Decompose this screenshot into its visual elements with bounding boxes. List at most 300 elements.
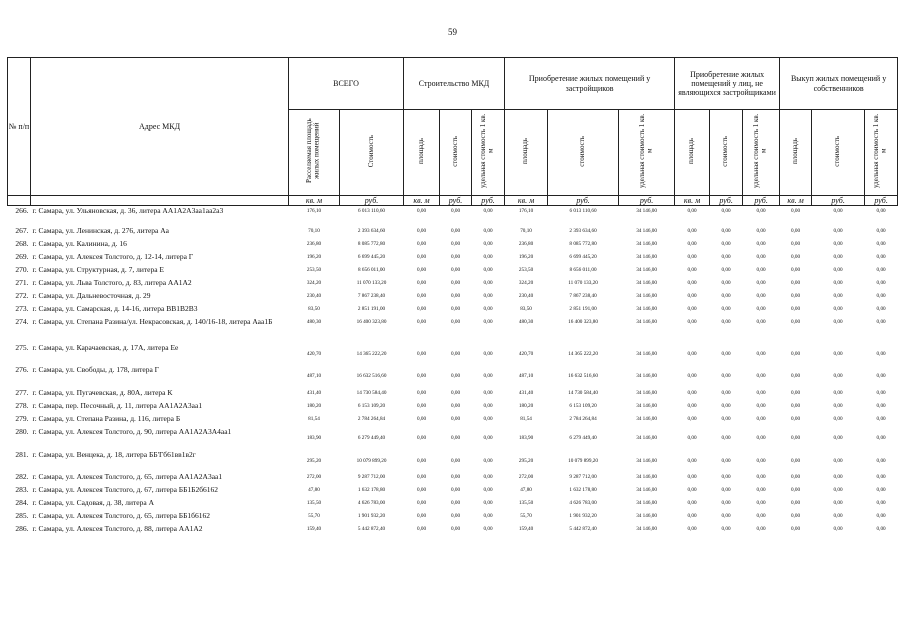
unit-cell-empty [8, 196, 31, 206]
buyout-unit-cost: 0,00 [876, 227, 886, 234]
developer-unit-cost: 34 146,00 [636, 525, 657, 532]
row-number: 280. [15, 426, 29, 436]
developer-area: 180,20 [518, 402, 534, 409]
row-address: г. Самара, ул. Алексея Толстого, д. 90, литера АА1А2А3А4аа1 [32, 426, 232, 436]
buyout-area: 0,00 [791, 525, 801, 532]
sub-header-unit-cost-text: удельная стоимость 1 кв. м [479, 114, 496, 189]
developer-area: 431,40 [518, 389, 534, 396]
construction-area: 0,00 [416, 240, 427, 247]
developer-area: 176,10 [518, 208, 534, 215]
non-developer-unit-cost: 0,00 [756, 402, 766, 409]
developer-cost: 9 287 712,00 [569, 473, 597, 480]
total-cost: 2 784 264,84 [357, 415, 386, 422]
total-cost: 4 626 783,00 [357, 499, 386, 506]
construction-unit-cost: 0,00 [483, 279, 493, 286]
total-cost: 6 279 449,40 [357, 435, 386, 442]
total-area: 295,20 [306, 457, 322, 464]
row-address: г. Самара, ул. Свободы, д. 178, литера Г [32, 364, 159, 374]
num-col-header: № п/п [8, 58, 31, 196]
construction-unit-cost: 0,00 [483, 350, 493, 357]
total-area: 420,70 [306, 350, 322, 357]
non-developer-unit-cost: 0,00 [756, 373, 766, 380]
non-developer-area: 0,00 [687, 208, 697, 215]
row-number: 279. [15, 413, 29, 423]
developer-cost: 2 851 191,00 [569, 305, 597, 312]
table-row [8, 414, 898, 427]
total-area: 431,40 [306, 389, 322, 396]
construction-cost: 0,00 [450, 253, 461, 260]
non-developer-area: 0,00 [687, 512, 697, 519]
buyout-unit-cost: 0,00 [876, 473, 886, 480]
mkd-table [7, 57, 898, 537]
non-developer-unit-cost: 0,00 [756, 512, 766, 519]
developer-area: 55,70 [520, 512, 532, 519]
table-row [8, 226, 898, 239]
row-number: 267. [15, 225, 29, 235]
construction-unit-cost: 0,00 [483, 525, 493, 532]
developer-unit-cost: 34 146,00 [636, 415, 657, 422]
total-cost: 1 632 178,80 [357, 486, 386, 493]
construction-cost: 0,00 [450, 266, 461, 273]
table-row [8, 291, 898, 304]
total-cost: 11 070 133,20 [356, 279, 387, 286]
total-cost: 1 901 932,20 [357, 512, 386, 519]
non-developer-area: 0,00 [687, 486, 697, 493]
construction-area: 0,00 [416, 525, 427, 532]
sub-header-cost-text: стоимость [450, 136, 459, 167]
developer-area: 236,80 [518, 240, 534, 247]
developer-unit-cost: 34 146,00 [636, 389, 657, 396]
sub-header-unit-cost-text: удельная стоимость 1 кв. м [752, 114, 769, 189]
unit-cell: руб. [340, 196, 404, 206]
non-developer-area: 0,00 [687, 435, 697, 442]
buyout-area: 0,00 [791, 279, 801, 286]
total-cost: 8 656 011,00 [357, 266, 386, 273]
construction-unit-cost: 0,00 [483, 318, 493, 325]
non-developer-cost: 0,00 [721, 389, 731, 396]
construction-cost: 0,00 [450, 499, 461, 506]
non-developer-cost: 0,00 [721, 512, 731, 519]
non-developer-cost: 0,00 [721, 415, 731, 422]
total-area: 55,70 [308, 512, 320, 519]
table-row [8, 427, 898, 450]
table-row [8, 485, 898, 498]
total-area: 180,20 [306, 402, 322, 409]
buyout-cost: 0,00 [833, 435, 843, 442]
buyout-unit-cost: 0,00 [876, 415, 886, 422]
sub-header-area-text: площадь [416, 138, 425, 165]
non-developer-cost: 0,00 [721, 279, 731, 286]
construction-unit-cost: 0,00 [483, 227, 493, 234]
row-number: 283. [15, 484, 29, 494]
row-number: 285. [15, 510, 29, 520]
buyout-cost: 0,00 [833, 208, 843, 215]
construction-area: 0,00 [416, 415, 427, 422]
sub-header-unit-cost [472, 110, 505, 196]
row-address: г. Самара, ул. Структурная, д. 7, литера Е [32, 264, 164, 274]
construction-unit-cost: 0,00 [483, 266, 493, 273]
developer-cost: 16 400 323,80 [568, 318, 598, 325]
total-area: 47,80 [308, 486, 320, 493]
construction-unit-cost: 0,00 [483, 305, 493, 312]
construction-area: 0,00 [416, 318, 427, 325]
construction-unit-cost: 0,00 [483, 457, 493, 464]
construction-area: 0,00 [416, 350, 427, 357]
total-area: 176,10 [306, 208, 322, 215]
developer-cost: 8 656 011,00 [569, 266, 597, 273]
developer-area: 183,90 [518, 435, 534, 442]
row-address: г. Самара, ул. Самарская, д. 14-16, литера ВВ1В2В3 [32, 303, 198, 313]
construction-cost: 0,00 [450, 389, 461, 396]
table-row [8, 524, 898, 537]
construction-unit-cost: 0,00 [483, 402, 493, 409]
row-address: г. Самара, пер. Песочный, д. 11, литера АА1А2А3аа1 [32, 400, 203, 410]
row-address: г. Самара, ул. Льва Толстого, д. 83, литера АА1А2 [32, 277, 192, 287]
total-area: 253,50 [306, 266, 322, 273]
non-developer-cost: 0,00 [721, 305, 731, 312]
unit-cell: руб. [865, 196, 898, 206]
total-area: 230,40 [306, 292, 322, 299]
buyout-area: 0,00 [791, 512, 801, 519]
row-address: г. Самара, ул. Степана Разина, д. 116, литера Б [32, 413, 181, 423]
table-row [8, 472, 898, 485]
construction-area: 0,00 [416, 227, 427, 234]
developer-area: 81,54 [520, 415, 532, 422]
non-developer-cost: 0,00 [721, 402, 731, 409]
non-developer-unit-cost: 0,00 [756, 227, 766, 234]
row-address: г. Самара, ул. Алексея Толстого, д. 65, литера ББ1б6162 [32, 510, 210, 520]
buyout-cost: 0,00 [833, 253, 843, 260]
non-developer-area: 0,00 [687, 457, 697, 464]
unit-cell: руб. [812, 196, 865, 206]
total-cost: 16 400 323,80 [356, 318, 387, 325]
sub-header-cost-text: стоимость [721, 136, 730, 167]
developer-cost: 1 632 178,80 [569, 486, 597, 493]
non-developer-unit-cost: 0,00 [756, 292, 766, 299]
construction-cost: 0,00 [450, 473, 461, 480]
total-cost: 6 153 109,20 [357, 402, 386, 409]
developer-area: 83,50 [520, 305, 532, 312]
buyout-area: 0,00 [791, 208, 801, 215]
non-developer-area: 0,00 [687, 373, 697, 380]
row-number: 277. [15, 387, 29, 397]
buyout-unit-cost: 0,00 [876, 318, 886, 325]
buyout-cost: 0,00 [833, 473, 843, 480]
developer-unit-cost: 34 146,00 [636, 253, 657, 260]
construction-cost: 0,00 [450, 350, 461, 357]
row-number: 266. [15, 206, 29, 216]
non-developer-cost: 0,00 [721, 266, 731, 273]
construction-area: 0,00 [416, 253, 427, 260]
unit-cell: руб. [743, 196, 780, 206]
non-developer-unit-cost: 0,00 [756, 415, 766, 422]
table-row [8, 317, 898, 343]
buyout-unit-cost: 0,00 [876, 240, 886, 247]
table-row [8, 265, 898, 278]
buyout-unit-cost: 0,00 [876, 402, 886, 409]
developer-area: 324,20 [518, 279, 534, 286]
unit-row [8, 196, 898, 206]
table-row [8, 343, 898, 365]
developer-unit-cost: 34 146,00 [636, 350, 657, 357]
total-cost: 5 442 872,40 [357, 525, 386, 532]
buyout-unit-cost: 0,00 [876, 305, 886, 312]
buyout-unit-cost: 0,00 [876, 292, 886, 299]
developer-unit-cost: 34 146,00 [636, 512, 657, 519]
construction-area: 0,00 [416, 473, 427, 480]
table-body [8, 206, 898, 537]
unit-cell: кв. м [780, 196, 812, 206]
developer-cost: 14 730 584,40 [568, 389, 598, 396]
construction-cost: 0,00 [450, 435, 461, 442]
row-address: г. Самара, ул. Калинина, д. 16 [32, 238, 127, 248]
developer-area: 196,20 [518, 253, 534, 260]
row-number: 269. [15, 251, 29, 261]
unit-cell: руб. [619, 196, 675, 206]
row-number: 272. [15, 290, 29, 300]
buyout-area: 0,00 [791, 253, 801, 260]
developer-unit-cost: 34 146,00 [636, 486, 657, 493]
table-row [8, 401, 898, 414]
total-area: 159,40 [306, 525, 322, 532]
row-number: 286. [15, 523, 29, 533]
developer-unit-cost: 34 146,00 [636, 292, 657, 299]
buyout-cost: 0,00 [833, 373, 843, 380]
table-header [8, 58, 898, 206]
buyout-area: 0,00 [791, 350, 801, 357]
row-number: 281. [15, 449, 29, 459]
buyout-cost: 0,00 [833, 240, 843, 247]
developer-cost: 10 079 899,20 [568, 457, 598, 464]
construction-unit-cost: 0,00 [483, 373, 493, 380]
construction-cost: 0,00 [450, 373, 461, 380]
non-developer-unit-cost: 0,00 [756, 208, 766, 215]
total-area: 480,30 [306, 318, 322, 325]
non-developer-unit-cost: 0,00 [756, 240, 766, 247]
construction-cost: 0,00 [450, 279, 461, 286]
total-cost: 9 287 712,00 [357, 473, 386, 480]
row-number: 278. [15, 400, 29, 410]
buyout-cost: 0,00 [833, 305, 843, 312]
total-area: 70,10 [308, 227, 320, 234]
developer-cost: 6 279 449,40 [569, 435, 597, 442]
developer-cost: 6 699 445,20 [569, 253, 597, 260]
sub-header-cost-text: стоимость [833, 136, 842, 167]
sub-header-total-cost-text: Стоимость [366, 135, 375, 168]
total-area: 272,00 [306, 473, 322, 480]
sub-header-cost [440, 110, 472, 196]
row-number: 268. [15, 238, 29, 248]
construction-unit-cost: 0,00 [483, 253, 493, 260]
total-area: 236,80 [306, 240, 322, 247]
non-developer-area: 0,00 [687, 499, 697, 506]
construction-unit-cost: 0,00 [483, 208, 493, 215]
total-cost: 6 013 110,60 [357, 208, 386, 215]
table-row [8, 388, 898, 401]
developer-area: 47,80 [520, 486, 532, 493]
developer-cost: 5 442 872,40 [569, 525, 597, 532]
row-address: г. Самара, ул. Садовая, д. 38, литера А [32, 497, 154, 507]
row-number: 273. [15, 303, 29, 313]
buyout-unit-cost: 0,00 [876, 512, 886, 519]
sub-header-total-area [289, 110, 340, 196]
total-cost: 14 365 222,20 [356, 350, 387, 357]
total-area: 487,10 [306, 373, 322, 380]
table-row [8, 278, 898, 291]
total-area: 183,90 [306, 435, 322, 442]
row-address: г. Самара, ул. Алексея Толстого, д. 88, литера АА1А2 [32, 523, 203, 533]
developer-area: 159,40 [518, 525, 534, 532]
row-number: 274. [15, 316, 29, 326]
construction-unit-cost: 0,00 [483, 389, 493, 396]
non-developer-unit-cost: 0,00 [756, 486, 766, 493]
construction-cost: 0,00 [450, 318, 461, 325]
total-cost: 6 699 445,20 [357, 253, 386, 260]
sub-header-unit-cost [619, 110, 675, 196]
buyout-area: 0,00 [791, 227, 801, 234]
non-developer-cost: 0,00 [721, 473, 731, 480]
construction-area: 0,00 [416, 402, 427, 409]
construction-unit-cost: 0,00 [483, 292, 493, 299]
construction-cost: 0,00 [450, 305, 461, 312]
developer-area: 295,20 [518, 457, 534, 464]
buyout-unit-cost: 0,00 [876, 525, 886, 532]
developer-unit-cost: 34 146,00 [636, 240, 657, 247]
developer-cost: 8 085 772,80 [569, 240, 597, 247]
address-col-header: Адрес МКД [31, 58, 289, 196]
developer-unit-cost: 34 146,00 [636, 266, 657, 273]
sub-header-area [780, 110, 812, 196]
table-row [8, 511, 898, 524]
non-developer-area: 0,00 [687, 415, 697, 422]
buyout-cost: 0,00 [833, 499, 843, 506]
non-developer-cost: 0,00 [721, 253, 731, 260]
total-area: 83,50 [308, 305, 320, 312]
total-area: 324,20 [306, 279, 322, 286]
sub-header-area [505, 110, 548, 196]
non-developer-cost: 0,00 [721, 499, 731, 506]
row-number: 275. [15, 342, 29, 352]
construction-area: 0,00 [416, 373, 427, 380]
total-cost: 2 851 191,00 [357, 305, 386, 312]
buyout-area: 0,00 [791, 435, 801, 442]
buyout-unit-cost: 0,00 [876, 457, 886, 464]
developer-unit-cost: 34 146,00 [636, 373, 657, 380]
buyout-area: 0,00 [791, 473, 801, 480]
construction-unit-cost: 0,00 [483, 499, 493, 506]
buyout-cost: 0,00 [833, 266, 843, 273]
construction-cost: 0,00 [450, 402, 461, 409]
non-developer-area: 0,00 [687, 525, 697, 532]
row-address: г. Самара, ул. Алексея Толстого, д. 65, литера АА1А2А3аа1 [32, 471, 223, 481]
buyout-unit-cost: 0,00 [876, 499, 886, 506]
construction-cost: 0,00 [450, 512, 461, 519]
construction-cost: 0,00 [450, 525, 461, 532]
group-header-developers: Приобретение жилых помещений у застройщиков [505, 58, 675, 110]
non-developer-area: 0,00 [687, 253, 697, 260]
buyout-cost: 0,00 [833, 402, 843, 409]
developer-area: 230,40 [518, 292, 534, 299]
buyout-area: 0,00 [791, 305, 801, 312]
unit-cell: руб. [710, 196, 743, 206]
non-developer-cost: 0,00 [721, 350, 731, 357]
non-developer-cost: 0,00 [721, 240, 731, 247]
developer-unit-cost: 34 146,00 [636, 402, 657, 409]
non-developer-cost: 0,00 [721, 435, 731, 442]
developer-area: 135,50 [518, 499, 534, 506]
construction-area: 0,00 [416, 435, 427, 442]
non-developer-cost: 0,00 [721, 227, 731, 234]
non-developer-area: 0,00 [687, 240, 697, 247]
developer-unit-cost: 34 146,00 [636, 227, 657, 234]
buyout-unit-cost: 0,00 [876, 486, 886, 493]
buyout-cost: 0,00 [833, 389, 843, 396]
construction-area: 0,00 [416, 292, 427, 299]
buyout-unit-cost: 0,00 [876, 208, 886, 215]
buyout-unit-cost: 0,00 [876, 253, 886, 260]
sub-header-unit-cost-text: удельная стоимость 1 кв. м [637, 114, 654, 189]
row-address: г. Самара, ул. Пугачевская, д. 80А, литера К [32, 387, 173, 397]
total-area: 135,50 [306, 499, 322, 506]
row-address: г. Самара, ул. Дальневосточная, д. 29 [32, 290, 151, 300]
construction-area: 0,00 [416, 512, 427, 519]
developer-cost: 11 070 133,20 [568, 279, 598, 286]
construction-cost: 0,00 [450, 227, 461, 234]
developer-cost: 7 867 238,40 [569, 292, 597, 299]
developer-unit-cost: 34 146,00 [636, 457, 657, 464]
total-cost: 14 730 584,40 [356, 389, 387, 396]
non-developer-unit-cost: 0,00 [756, 350, 766, 357]
construction-cost: 0,00 [450, 457, 461, 464]
developer-unit-cost: 34 146,00 [636, 305, 657, 312]
unit-cell-empty [31, 196, 289, 206]
sub-header-area [404, 110, 440, 196]
developer-cost: 16 632 516,60 [568, 373, 598, 380]
sub-header-cost [710, 110, 743, 196]
buyout-area: 0,00 [791, 240, 801, 247]
construction-cost: 0,00 [450, 240, 461, 247]
developer-unit-cost: 34 146,00 [636, 473, 657, 480]
table-row [8, 450, 898, 472]
construction-area: 0,00 [416, 486, 427, 493]
total-area: 81,54 [308, 415, 320, 422]
row-address: г. Самара, ул. Ленинская, д. 276, литера Аа [32, 225, 169, 235]
total-cost: 16 632 516,60 [356, 373, 387, 380]
non-developer-cost: 0,00 [721, 208, 731, 215]
buyout-cost: 0,00 [833, 292, 843, 299]
construction-unit-cost: 0,00 [483, 473, 493, 480]
non-developer-unit-cost: 0,00 [756, 279, 766, 286]
unit-cell: кв. м [505, 196, 548, 206]
non-developer-area: 0,00 [687, 473, 697, 480]
developer-cost: 2 784 264,84 [569, 415, 597, 422]
developer-unit-cost: 34 146,00 [636, 435, 657, 442]
developer-area: 70,10 [520, 227, 532, 234]
non-developer-unit-cost: 0,00 [756, 435, 766, 442]
sub-header-area [675, 110, 710, 196]
non-developer-cost: 0,00 [721, 525, 731, 532]
table-row [8, 239, 898, 252]
non-developer-area: 0,00 [687, 305, 697, 312]
row-number: 282. [15, 471, 29, 481]
row-number: 284. [15, 497, 29, 507]
buyout-area: 0,00 [791, 266, 801, 273]
buyout-cost: 0,00 [833, 227, 843, 234]
non-developer-area: 0,00 [687, 292, 697, 299]
row-address: г. Самара, ул. Ульяновская, д. 36, литера АА1А2А3аа1аа2а3 [32, 206, 224, 216]
buyout-unit-cost: 0,00 [876, 350, 886, 357]
non-developer-unit-cost: 0,00 [756, 266, 766, 273]
